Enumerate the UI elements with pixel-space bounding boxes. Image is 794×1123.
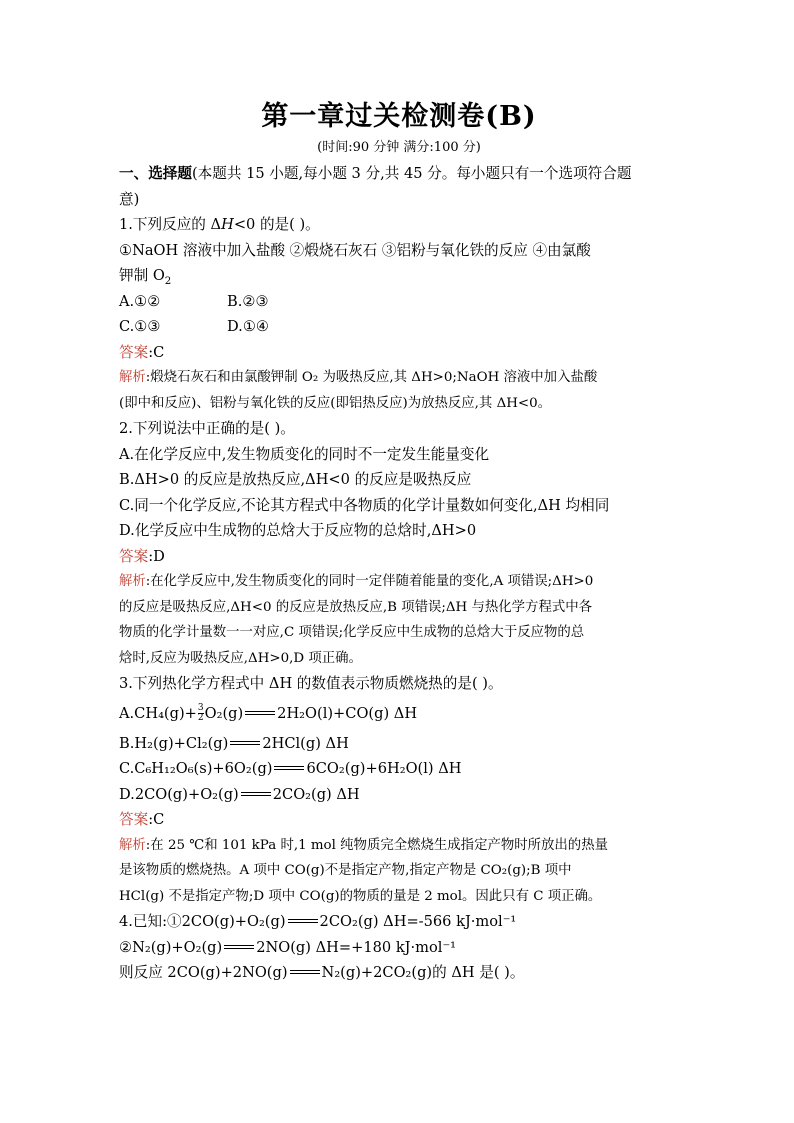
question-1-items-cont <box>119 263 679 289</box>
q2-option-b: B.ΔH>0 的反应是放热反应,ΔH<0 的反应是吸热反应 <box>119 471 472 488</box>
q2-answer <box>119 544 679 570</box>
q1-stem-post: <0 的是( )。 <box>233 216 320 233</box>
q3-c-post: 6CO₂(g)+6H₂O(l) ΔH <box>306 760 462 777</box>
fraction <box>198 704 204 723</box>
q2-explain-line1: :在化学反应中,发生物质变化的同时一定伴随着能量的变化,A 项错误;ΔH>0 <box>145 574 594 589</box>
exam-info: (时间:90 分钟 满分:100 分) <box>317 140 481 155</box>
q2-answer-value: :D <box>148 547 165 565</box>
q1-option-c: C.①③ <box>119 318 161 335</box>
question-2-stem: 2.下列说法中正确的是( )。 <box>119 420 295 437</box>
q1-explanation <box>119 365 679 391</box>
section-heading-desc: (本题共 15 小题,每小题 3 分,共 45 分。每小题只有一个选项符合题 <box>191 165 632 182</box>
q3-b-post: 2HCl(g) ΔH <box>262 734 349 752</box>
q1-stem-pre: 1.下列反应的 Δ <box>119 216 222 233</box>
q1-answer-value: :C <box>148 343 165 361</box>
question-3-stem: 3.下列热化学方程式中 ΔH 的数值表示物质燃烧热的是( )。 <box>119 675 503 692</box>
q2-option-a: A.在化学反应中,发生物质变化的同时不一定发生能量变化 <box>119 445 490 463</box>
question-1-items: ①NaOH 溶液中加入盐酸 ②煅烧石灰石 ③铝粉与氧化铁的反应 ④由氯酸 <box>119 241 591 259</box>
q2-explanation <box>119 569 679 595</box>
q4-line1-post: 2CO₂(g) ΔH=-566 kJ·mol⁻¹ <box>319 913 517 930</box>
q4-line2-post: 2NO(g) ΔH=+180 kJ·mol⁻¹ <box>256 938 456 956</box>
question-1-stem <box>119 212 679 238</box>
q1-explain-line2: (即中和反应)、铝粉与氧化铁的反应(即铝热反应)为放热反应,其 ΔH<0。 <box>119 395 552 411</box>
q3-explain-line2: 是该物质的燃烧热。A 项中 CO(g)不是指定产物,指定产物是 CO₂(g);B 项中 <box>119 863 572 878</box>
q3-c-pre: C.C₆H₁₂O₆(s)+6O₂(g) <box>119 760 273 777</box>
equals-sign <box>224 945 254 949</box>
question-1-options-row2 <box>119 314 679 340</box>
q3-d-pre: D.2CO(g)+O₂(g) <box>119 785 239 803</box>
q1-items-sub: 2 <box>164 275 172 287</box>
question-4-line1 <box>119 909 679 935</box>
question-1-options-row1 <box>119 289 679 315</box>
q2-explain-line3: 物质的化学计量数一一对应,C 项错误;化学反应中生成物的总焓大于反应物的总 <box>119 625 585 640</box>
q3-option-c <box>119 756 679 782</box>
section-heading-cont: 意) <box>119 190 140 208</box>
q3-b-pre: B.H₂(g)+Cl₂(g) <box>119 734 229 752</box>
q3-explain-line1: :在 25 ℃和 101 kPa 时,1 mol 纯物质完全燃烧生成指定产物时所放出的热量 <box>145 837 608 853</box>
question-4-line3 <box>119 960 679 986</box>
q3-explain-line3: HCl(g) 不是指定产物;D 项中 CO(g)的物质的量是 2 mol。因此只有 C 项正确。 <box>119 888 602 904</box>
answer-label: 答案 <box>119 547 149 565</box>
exam-page <box>119 100 679 986</box>
explain-label: 解析 <box>119 574 146 589</box>
q2-explain-line4: 焓时,反应为吸热反应,ΔH>0,D 项正确。 <box>119 650 362 666</box>
q3-a-post: 2H₂O(l)+CO(g) ΔH <box>277 704 418 722</box>
section-heading <box>119 161 679 187</box>
q2-explain-line2: 的反应是吸热反应,ΔH<0 的反应是放热反应,B 项错误;ΔH 与热化学方程式中各 <box>119 599 593 615</box>
q3-a-mid: O₂(g) <box>204 704 244 722</box>
q2-option-d: D.化学反应中生成物的总焓大于反应物的总焓时,ΔH>0 <box>119 522 477 539</box>
q4-line2-pre: ②N₂(g)+O₂(g) <box>119 938 223 956</box>
q3-explanation <box>119 833 679 859</box>
q4-line3-post: N₂(g)+2CO₂(g)的 ΔH 是( )。 <box>321 964 525 981</box>
question-4-line2 <box>119 935 679 961</box>
q2-option-c: C.同一个化学反应,不论其方程式中各物质的化学计量数如何变化,ΔH 均相同 <box>119 496 610 514</box>
q3-answer <box>119 807 679 833</box>
q1-option-b: B.②③ <box>227 292 269 310</box>
page-title: 第一章过关检测卷(B) <box>261 101 537 132</box>
q3-answer-value: :C <box>148 811 165 828</box>
q4-line3-pre: 则反应 2CO(g)+2NO(g) <box>119 964 288 981</box>
q1-option-a: A.①② <box>119 292 161 310</box>
q1-items-pre: 钾制 O <box>119 267 165 284</box>
equals-sign <box>245 711 275 715</box>
equals-sign <box>230 741 260 745</box>
equals-sign <box>290 970 320 974</box>
q4-line1-pre: 4.已知:①2CO(g)+O₂(g) <box>119 913 286 930</box>
fraction-denominator: 2 <box>197 713 204 723</box>
explain-label: 解析 <box>119 370 146 385</box>
fraction-numerator: 3 <box>197 703 204 713</box>
answer-label: 答案 <box>119 811 149 828</box>
equals-sign <box>288 919 318 923</box>
q3-option-a <box>119 697 679 731</box>
equals-sign <box>241 792 271 796</box>
explain-label: 解析 <box>119 837 146 853</box>
answer-label: 答案 <box>119 343 149 361</box>
equals-sign <box>274 766 304 770</box>
q3-d-post: 2CO₂(g) ΔH <box>272 785 360 803</box>
q3-a-pre: A.CH₄(g)+ <box>119 704 197 722</box>
q3-option-b <box>119 731 679 757</box>
q1-option-d: D.①④ <box>227 318 269 335</box>
q1-answer <box>119 340 679 366</box>
q3-option-d <box>119 782 679 808</box>
section-heading-label: 一、选择题 <box>119 165 192 182</box>
q1-explain-line1: :煅烧石灰石和由氯酸钾制 O₂ 为吸热反应,其 ΔH>0;NaOH 溶液中加入盐酸 <box>145 370 598 385</box>
q1-stem-var: H <box>221 216 234 233</box>
